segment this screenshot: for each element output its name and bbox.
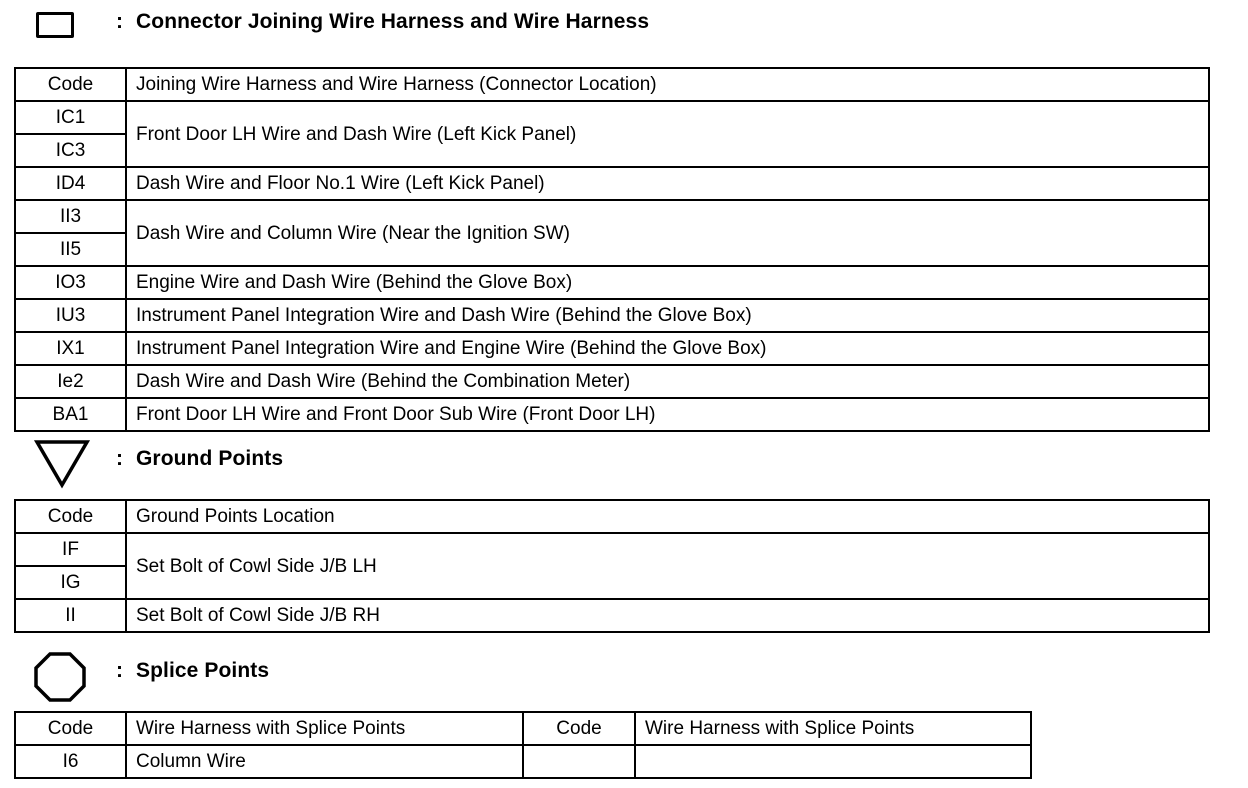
row-code: IC3 [15,134,126,167]
row-code: II [15,599,126,632]
table-header-row [15,500,1209,533]
row-code: IF [15,533,126,566]
row-desc: Set Bolt of Cowl Side J/B RH [126,599,1209,632]
row-code: IO3 [15,266,126,299]
row-desc: Dash Wire and Dash Wire (Behind the Combination Meter) [126,365,1209,398]
table-header-row [15,68,1209,101]
row-code: BA1 [15,398,126,431]
colon: : [116,10,123,33]
row-desc: Dash Wire and Floor No.1 Wire (Left Kick Panel) [126,167,1209,200]
colon: : [116,659,123,682]
colon: : [116,447,123,470]
header-code: Code [15,712,126,745]
table-row [15,101,1209,134]
row-code: IC1 [15,101,126,134]
row-desc: Front Door LH Wire and Dash Wire (Left Kick Panel) [126,101,1209,167]
row-desc: Column Wire [126,745,523,778]
ground-points-table [14,499,1210,633]
section-title: Connector Joining Wire Harness and Wire Harness [136,10,650,33]
table-row [15,745,1031,778]
row-code: ID4 [15,167,126,200]
header-desc: Joining Wire Harness and Wire Harness (Connector Location) [126,68,1209,101]
header-desc: Wire Harness with Splice Points [635,712,1031,745]
header-code: Code [15,500,126,533]
row-desc: Instrument Panel Integration Wire and Engine Wire (Behind the Glove Box) [126,332,1209,365]
ground-section-header [0,436,1248,492]
section-title: Ground Points [136,447,284,470]
row-desc [635,745,1031,778]
row-desc: Engine Wire and Dash Wire (Behind the Glove Box) [126,266,1209,299]
table-row [15,200,1209,233]
row-code: II5 [15,233,126,266]
table-row [15,599,1209,632]
row-code: IG [15,566,126,599]
header-desc: Ground Points Location [126,500,1209,533]
square-icon [36,12,74,38]
row-code [523,745,635,778]
table-row [15,266,1209,299]
table-row [15,533,1209,566]
row-code: IU3 [15,299,126,332]
table-header-row [15,712,1031,745]
row-desc: Set Bolt of Cowl Side J/B LH [126,533,1209,599]
splice-section-header [0,648,1248,702]
row-code: I6 [15,745,126,778]
section-title: Splice Points [136,659,270,682]
triangle-down-icon [32,438,92,492]
table-row [15,299,1209,332]
row-desc: Instrument Panel Integration Wire and Dash Wire (Behind the Glove Box) [126,299,1209,332]
row-code: II3 [15,200,126,233]
row-code: Ie2 [15,365,126,398]
header-code: Code [15,68,126,101]
row-desc: Dash Wire and Column Wire (Near the Ignition SW) [126,200,1209,266]
table-row [15,332,1209,365]
header-code: Code [523,712,635,745]
connector-table [14,67,1210,432]
row-code: IX1 [15,332,126,365]
octagon-icon [32,650,88,704]
header-desc: Wire Harness with Splice Points [126,712,523,745]
table-row [15,167,1209,200]
table-row [15,398,1209,431]
splice-points-table [14,711,1032,779]
connector-section-header [0,0,1248,40]
table-row [15,365,1209,398]
row-desc: Front Door LH Wire and Front Door Sub Wire (Front Door LH) [126,398,1209,431]
